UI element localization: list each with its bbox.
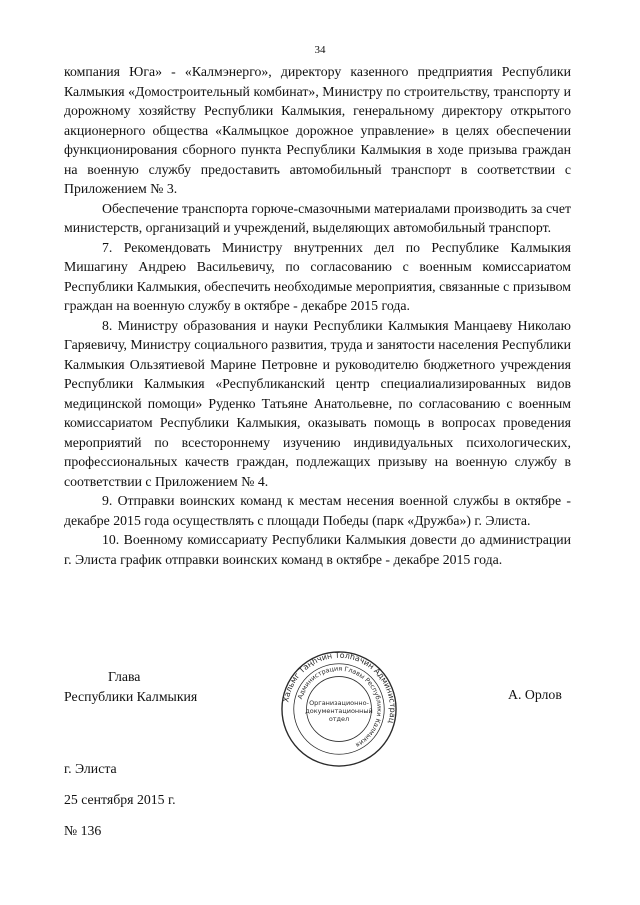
seal-center-line2: документационный: [305, 706, 373, 715]
signature-title: [64, 667, 224, 707]
seal-outer-text: Хальмг Таңһчин Толһачин Администрац: [281, 650, 398, 725]
paragraph-item-8: 8. Министру образования и науки Республики Калмыкия Манцаеву Николаю Гаряевичу, Министру социального развития, труда и занятости населения Республики Калмыкия Ользятиевой Марине Петровне и руководителю бюджетного учреждения Республики Калмыкия «Республиканский центр специалиализированных видов медицинской помощи» Руденко Татьяне Анатольевне, по согласованию с военным комиссариатом Республики Калмыкия, оказывать помощь в вопросах проведения мероприятий по всестороннему изучению индивидуальных психологических, профессиональных качеств граждан, подлежащих призыву на военную службу в соответствии с Приложением № 4.: [64, 317, 571, 489]
footer-number: № 136: [64, 823, 102, 838]
footer-city: г. Элиста: [64, 761, 117, 776]
seal-center-line3: отдел: [328, 714, 350, 723]
signature-title-line1: Глава: [108, 669, 141, 684]
seal-center-line1: Организационно-: [309, 699, 369, 708]
paragraph-fuel: Обеспечение транспорта горюче-смазочными материалами производить за счет министерств, организаций и учреждений, выделяющих автомобильный транспорт.: [64, 200, 571, 235]
seal-ring-text: Администрация Главы Республики Калмыкия: [296, 664, 384, 750]
paragraph-continuation: компания Юга» - «Калмэнерго», директору казенного предприятия Республики Калмыкия «Домостроительный комбинат», Министру по строительству, транспорту и дорожному хозяйству Республики Калмыкия, генеральному директору открытого акционерного общества «Калмыцкое дорожное управление» в целях обеспечении функционирования сборного пункта Республики Калмыкия в ходе призыва граждан на военную службу предоставить автомобильный транспорт в соответствии с Приложением № 3.: [64, 64, 571, 196]
paragraph-item-7: 7. Рекомендовать Министру внутренних дел по Республике Калмыкия Мишагину Андрею Васильевичу, по согласованию с военным комиссариатом Республики Калмыкия, обеспечить необходимые мероприятия, связанные с призывом граждан на военную службу в октябре - декабре 2015 года.: [64, 239, 571, 313]
signature-title-line2: Республики Калмыкия: [64, 689, 198, 704]
document-body: [64, 62, 571, 569]
page-number: 34: [314, 44, 326, 56]
signer-name: А. Орлов: [508, 687, 562, 702]
paragraph-item-10: 10. Военному комиссариату Республики Калмыкия довести до администрации г. Элиста график отправки воинских команд в октябре - декабре 2015 года.: [64, 532, 571, 567]
footer-date: 25 сентября 2015 г.: [64, 792, 176, 807]
paragraph-item-9: 9. Отправки воинских команд к местам несения военной службы в октябре - декабре 2015 года осуществлять с площади Победы (парк «Дружба») г. Элиста.: [64, 493, 571, 528]
official-seal: [280, 650, 398, 768]
